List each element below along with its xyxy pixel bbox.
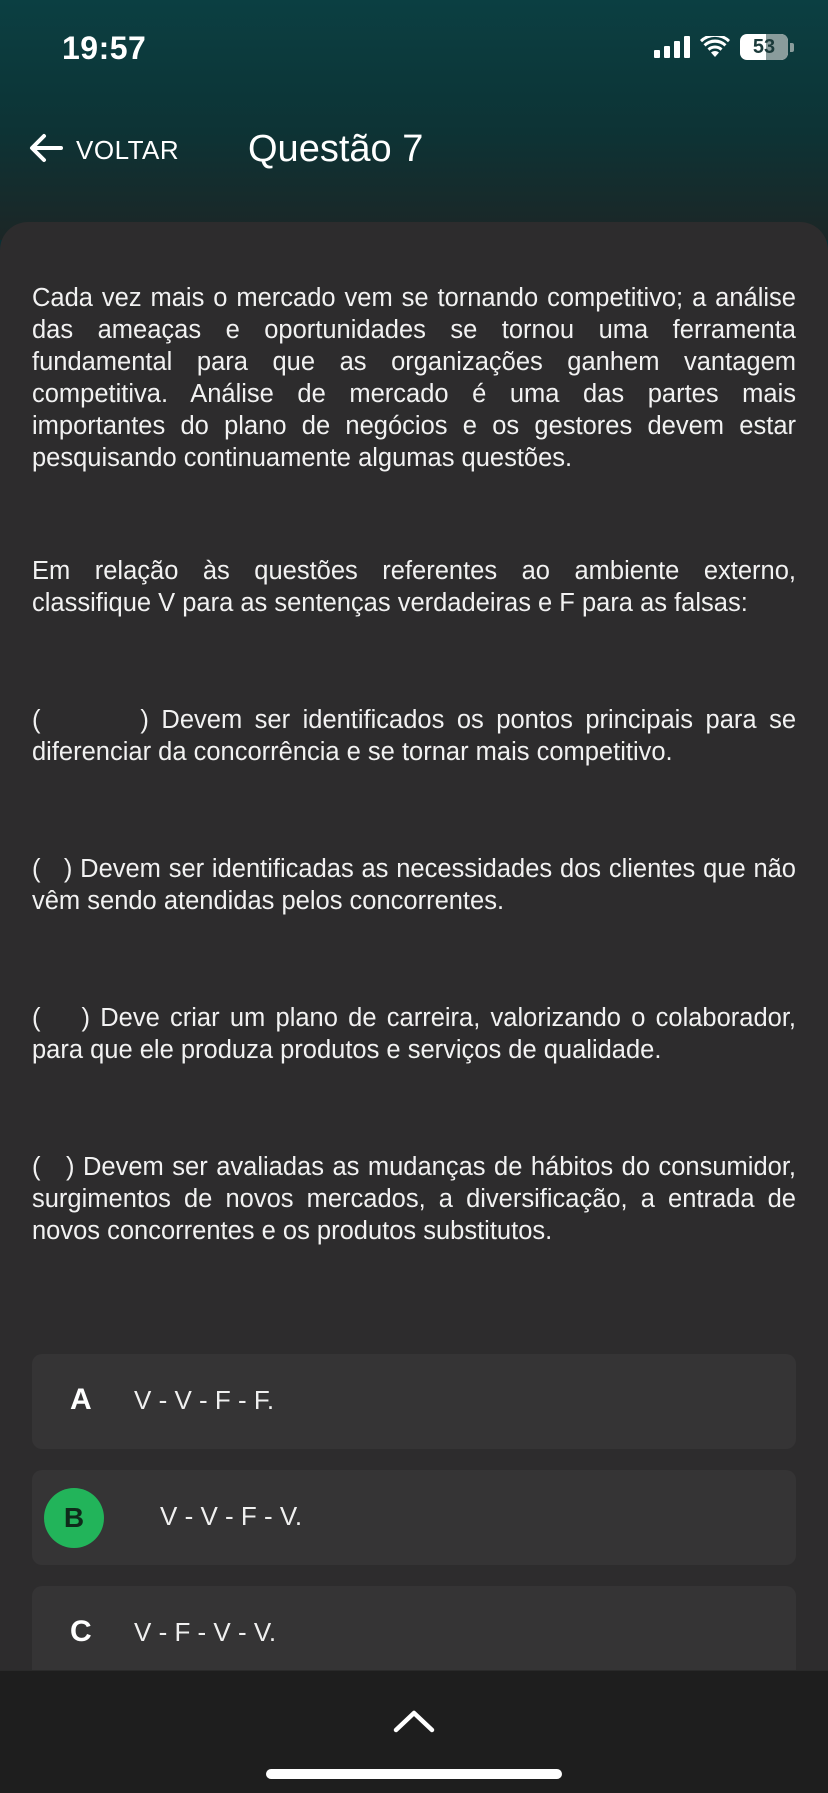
bottom-bar	[0, 1670, 828, 1793]
status-bar	[0, 0, 828, 100]
wifi-icon	[700, 36, 730, 58]
question-card	[0, 222, 828, 1792]
status-indicators	[654, 34, 794, 60]
app-header	[0, 0, 828, 240]
page-title: Questão 7	[248, 128, 424, 170]
statement-item: ( ) Devem ser identificadas as necessidades dos clientes que não vêm sendo atendidas pelos concorrentes.	[32, 855, 804, 915]
option-letter: C	[70, 1615, 92, 1648]
question-instruction: Em relação às questões referentes ao ambiente externo, classifique V para as sentenças verdadeiras e F para as falsas:	[32, 557, 796, 617]
back-label: VOLTAR	[76, 135, 180, 165]
home-indicator[interactable]	[266, 1769, 562, 1779]
option-b-selected[interactable]	[32, 1470, 796, 1565]
statement-item: ( ) Devem ser avaliadas as mudanças de hábitos do consumidor, surgimentos de novos mercados, a diversificação, a entrada de novos concorrentes e os produtos substitutos.	[32, 1153, 804, 1245]
statement-item: ( ) Deve criar um plano de carreira, valorizando o colaborador, para que ele produza produtos e serviços de qualidade.	[32, 1004, 804, 1064]
option-text: V - V - F - F.	[134, 1385, 275, 1415]
nav-bar	[0, 120, 828, 184]
battery-icon	[740, 34, 794, 60]
arrow-left-icon	[28, 132, 64, 169]
status-time: 19:57	[62, 30, 147, 66]
statement-item: ( ) Devem ser identificados os pontos principais para se diferenciar da concorrência e se tornar mais competitivo.	[32, 706, 804, 766]
question-paragraph: Cada vez mais o mercado vem se tornando competitivo; a análise das ameaças e oportunidades se tornou uma ferramenta fundamental para que as organizações ganhem vantagem competitiva. Análise de mercado é uma das partes mais importantes do plano de negócios e os gestores devem estar pesquisando continuamente algumas questões.	[32, 284, 796, 472]
option-text: V - V - F - V.	[160, 1501, 303, 1531]
option-letter: A	[70, 1383, 92, 1416]
option-c[interactable]	[32, 1586, 796, 1681]
option-a[interactable]	[32, 1354, 796, 1449]
chevron-up-icon	[392, 1722, 436, 1739]
expand-button[interactable]	[392, 1705, 436, 1735]
option-text: V - F - V - V.	[134, 1617, 277, 1647]
option-letter-selected-badge: B	[44, 1488, 104, 1548]
back-button[interactable]	[28, 132, 179, 169]
battery-level: 53	[752, 35, 776, 58]
cellular-signal-icon	[654, 36, 690, 58]
